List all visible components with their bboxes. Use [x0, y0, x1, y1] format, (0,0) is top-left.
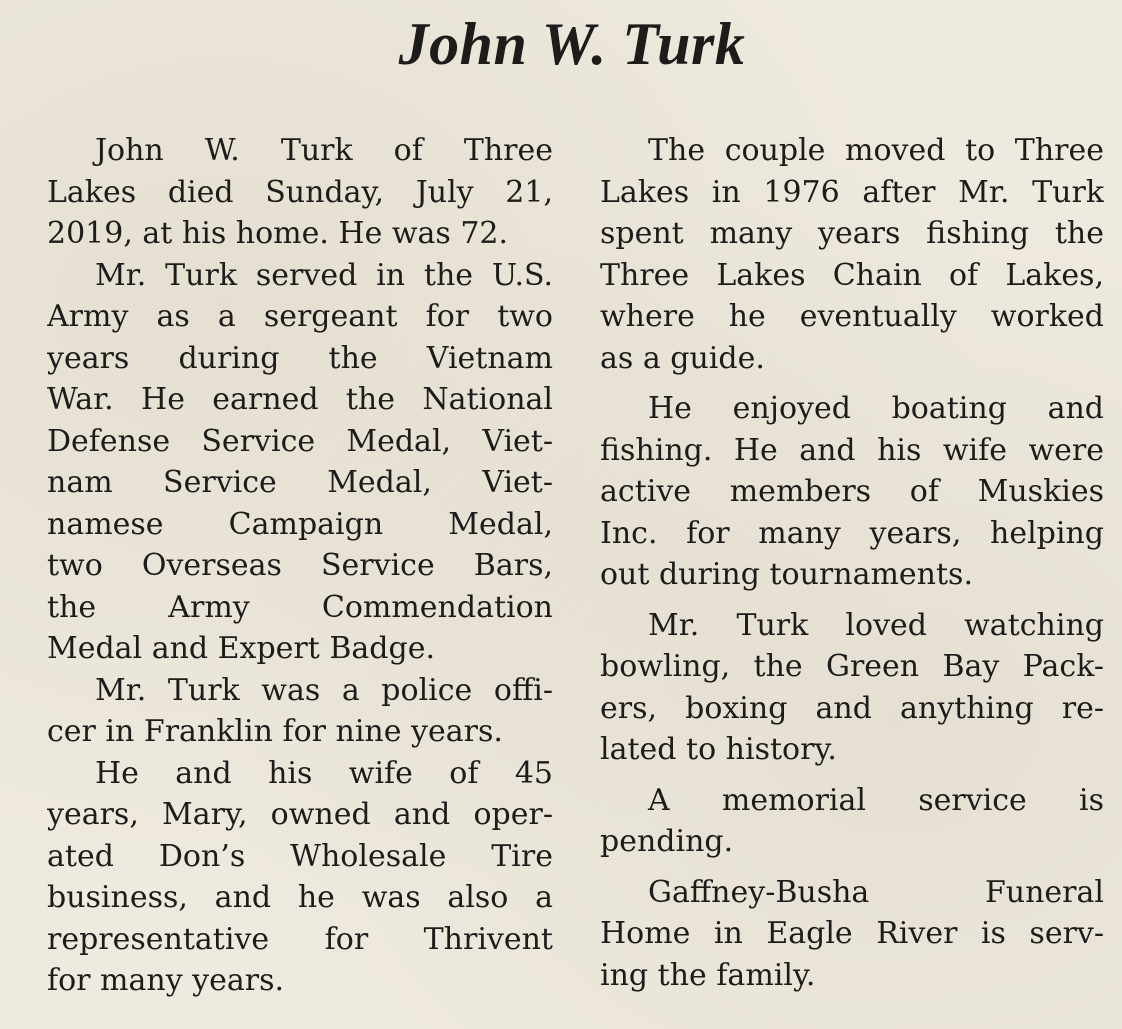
text-line: spent many years fishing the: [600, 216, 1104, 251]
text-line: the Army Commendation: [47, 589, 553, 625]
paragraph-gap: [600, 596, 1104, 605]
text-line: Lakes in 1976 after Mr. Turk: [600, 174, 1104, 210]
text-line: Medal and Expert Badge.: [47, 631, 435, 666]
text-line: He and his wife of 45: [95, 755, 553, 791]
obituary-title: John W. Turk: [398, 11, 746, 77]
text-line: Gaffney-Busha Funeral: [648, 874, 1104, 910]
text-line: Home in Eagle River is serv-: [600, 916, 1104, 951]
text-line: Mr. Turk was a police offi-: [95, 672, 553, 708]
text-line: nam Service Medal, Viet-: [47, 465, 553, 500]
text-line: fishing. He and his wife were: [600, 432, 1104, 468]
text-line: business, and he was also a: [47, 880, 553, 915]
text-line: War. He earned the National: [47, 382, 553, 417]
text-line: John W. Turk of Three: [95, 133, 553, 168]
text-line: active members of Muskies: [600, 474, 1104, 509]
text-line: as a guide.: [600, 340, 765, 376]
text-line: He enjoyed boating and: [648, 391, 1104, 426]
text-line: 2019, at his home. He was 72.: [47, 216, 509, 251]
text-line: A memorial service is: [648, 782, 1104, 818]
text-line: years during the Vietnam: [47, 340, 553, 376]
text-line: Army as a sergeant for two: [47, 299, 553, 334]
text-line: Lakes died Sunday, July 21,: [47, 174, 553, 210]
text-line: ated Don’s Wholesale Tire: [47, 838, 553, 874]
paragraph-gap: [600, 379, 1104, 388]
text-line: where he eventually worked: [600, 299, 1104, 334]
text-line: bowling, the Green Bay Pack-: [600, 649, 1104, 684]
text-line: pending.: [600, 824, 734, 859]
text-line: namese Campaign Medal,: [47, 506, 553, 542]
text-line: cer in Franklin for nine years.: [47, 714, 503, 749]
text-line: lated to history.: [600, 732, 837, 767]
text-line: two Overseas Service Bars,: [47, 548, 553, 583]
text-line: years, Mary, owned and oper-: [47, 797, 553, 832]
text-line: ers, boxing and anything re-: [600, 690, 1104, 726]
text-line: Inc. for many years, helping: [600, 515, 1104, 551]
text-line: ing the family.: [600, 957, 816, 993]
left-column: [47, 130, 553, 1002]
text-line: Defense Service Medal, Viet-: [47, 423, 553, 459]
text-line: Mr. Turk served in the U.S.: [95, 257, 553, 293]
text-line: Mr. Turk loved watching: [648, 607, 1104, 643]
right-column: [600, 130, 1104, 996]
text-line: The couple moved to Three: [648, 133, 1104, 168]
text-line: for many years.: [47, 963, 285, 998]
paragraph-gap: [600, 771, 1104, 780]
text-line: Three Lakes Chain of Lakes,: [600, 257, 1104, 293]
text-line: out during tournaments.: [600, 557, 973, 592]
paragraph-gap: [600, 863, 1104, 872]
text-line: representative for Thrivent: [47, 921, 553, 957]
